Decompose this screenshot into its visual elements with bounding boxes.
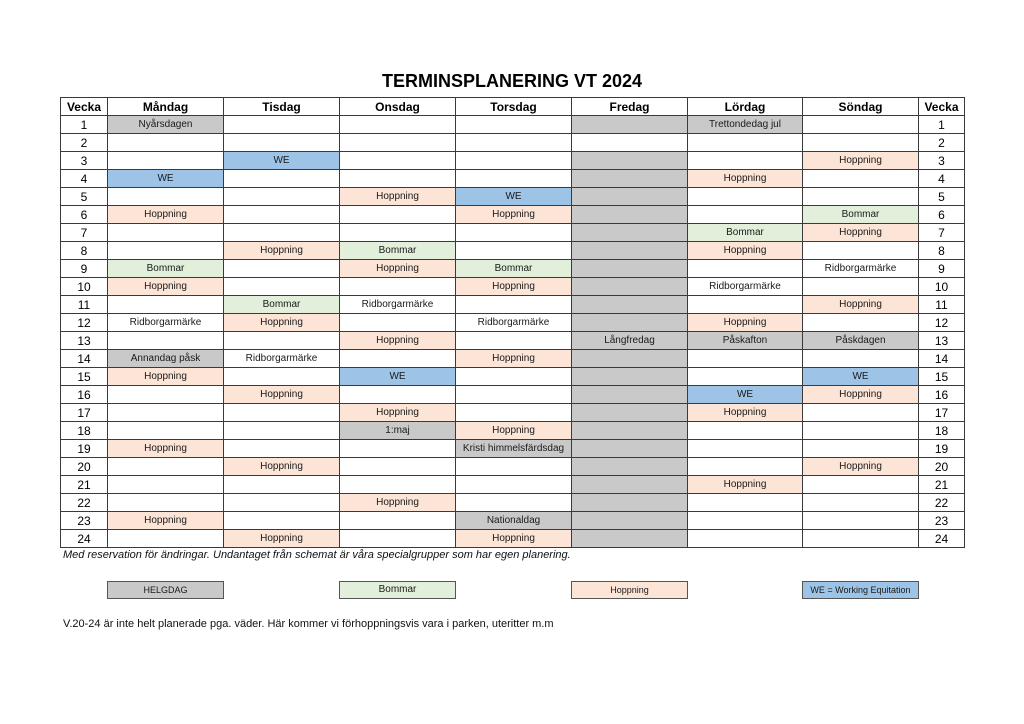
week-row	[61, 440, 965, 458]
week-row	[61, 350, 965, 368]
week-number-right: 4	[919, 170, 965, 188]
week-number-right: 9	[919, 260, 965, 278]
day-cell-fredag	[572, 242, 688, 260]
week-number-right: 11	[919, 296, 965, 314]
day-cell-lordag	[688, 188, 803, 206]
day-cell-lordag	[688, 512, 803, 530]
day-cell-torsdag	[456, 224, 572, 242]
day-cell-sondag	[803, 440, 919, 458]
week-row	[61, 242, 965, 260]
day-cell-sondag	[803, 314, 919, 332]
day-cell-torsdag	[456, 476, 572, 494]
day-cell-torsdag	[456, 386, 572, 404]
day-cell-mandag: Hoppning	[108, 512, 224, 530]
week-row	[61, 278, 965, 296]
week-number-left: 9	[61, 260, 108, 278]
day-cell-torsdag	[456, 296, 572, 314]
week-number-right: 6	[919, 206, 965, 224]
day-cell-torsdag: Nationaldag	[456, 512, 572, 530]
day-cell-tisdag: WE	[224, 152, 340, 170]
day-cell-onsdag: Hoppning	[340, 332, 456, 350]
day-cell-lordag	[688, 440, 803, 458]
week-row	[61, 296, 965, 314]
week-number-right: 3	[919, 152, 965, 170]
day-cell-onsdag	[340, 224, 456, 242]
week-number-right: 2	[919, 134, 965, 152]
day-cell-tisdag	[224, 512, 340, 530]
day-cell-lordag: Ridborgarmärke	[688, 278, 803, 296]
day-cell-fredag	[572, 530, 688, 548]
day-cell-fredag	[572, 512, 688, 530]
day-cell-onsdag: Bommar	[340, 242, 456, 260]
day-cell-sondag	[803, 494, 919, 512]
day-cell-sondag: Bommar	[803, 206, 919, 224]
day-cell-sondag: WE	[803, 368, 919, 386]
day-cell-torsdag: WE	[456, 188, 572, 206]
day-cell-torsdag: Hoppning	[456, 530, 572, 548]
day-cell-fredag	[572, 134, 688, 152]
day-cell-sondag	[803, 134, 919, 152]
day-cell-fredag	[572, 152, 688, 170]
day-cell-sondag	[803, 530, 919, 548]
day-cell-mandag	[108, 134, 224, 152]
day-cell-lordag: Hoppning	[688, 404, 803, 422]
day-cell-fredag	[572, 404, 688, 422]
day-cell-onsdag: WE	[340, 368, 456, 386]
day-cell-mandag: Nyårsdagen	[108, 116, 224, 134]
day-cell-mandag	[108, 458, 224, 476]
day-cell-torsdag	[456, 242, 572, 260]
day-cell-mandag	[108, 296, 224, 314]
day-cell-torsdag	[456, 134, 572, 152]
day-cell-lordag: WE	[688, 386, 803, 404]
schedule-table	[60, 97, 965, 548]
week-row	[61, 134, 965, 152]
day-cell-lordag	[688, 350, 803, 368]
week-number-right: 22	[919, 494, 965, 512]
day-cell-fredag	[572, 440, 688, 458]
week-number-left: 20	[61, 458, 108, 476]
day-cell-lordag	[688, 458, 803, 476]
week-number-left: 2	[61, 134, 108, 152]
day-cell-onsdag	[340, 530, 456, 548]
week-number-left: 5	[61, 188, 108, 206]
day-cell-onsdag	[340, 152, 456, 170]
week-number-right: 14	[919, 350, 965, 368]
day-cell-lordag	[688, 260, 803, 278]
day-cell-mandag	[108, 530, 224, 548]
day-cell-lordag	[688, 152, 803, 170]
day-cell-onsdag	[340, 476, 456, 494]
day-cell-lordag	[688, 530, 803, 548]
week-number-left: 24	[61, 530, 108, 548]
day-cell-fredag	[572, 494, 688, 512]
week-number-left: 13	[61, 332, 108, 350]
day-cell-onsdag	[340, 116, 456, 134]
week-number-left: 18	[61, 422, 108, 440]
day-cell-fredag	[572, 368, 688, 386]
week-row	[61, 386, 965, 404]
column-header-torsdag: Torsdag	[456, 98, 572, 116]
week-row	[61, 260, 965, 278]
column-header-vecka-right: Vecka	[919, 98, 965, 116]
day-cell-tisdag	[224, 404, 340, 422]
day-cell-sondag	[803, 350, 919, 368]
day-cell-fredag	[572, 422, 688, 440]
day-cell-lordag: Hoppning	[688, 242, 803, 260]
week-number-right: 16	[919, 386, 965, 404]
week-number-right: 13	[919, 332, 965, 350]
day-cell-torsdag: Ridborgarmärke	[456, 314, 572, 332]
day-cell-lordag: Hoppning	[688, 476, 803, 494]
column-header-fredag: Fredag	[572, 98, 688, 116]
week-number-left: 16	[61, 386, 108, 404]
day-cell-torsdag	[456, 494, 572, 512]
day-cell-sondag: Hoppning	[803, 152, 919, 170]
day-cell-torsdag: Hoppning	[456, 278, 572, 296]
day-cell-onsdag	[340, 440, 456, 458]
day-cell-mandag	[108, 494, 224, 512]
day-cell-torsdag	[456, 152, 572, 170]
week-number-right: 23	[919, 512, 965, 530]
day-cell-tisdag	[224, 188, 340, 206]
day-cell-tisdag	[224, 260, 340, 278]
day-cell-mandag	[108, 332, 224, 350]
week-number-left: 4	[61, 170, 108, 188]
day-cell-sondag	[803, 116, 919, 134]
day-cell-fredag	[572, 386, 688, 404]
day-cell-sondag	[803, 242, 919, 260]
day-cell-tisdag: Hoppning	[224, 242, 340, 260]
week-row	[61, 512, 965, 530]
day-cell-onsdag: Hoppning	[340, 494, 456, 512]
day-cell-mandag	[108, 152, 224, 170]
week-number-left: 3	[61, 152, 108, 170]
week-row	[61, 530, 965, 548]
day-cell-fredag	[572, 116, 688, 134]
day-cell-tisdag	[224, 278, 340, 296]
week-number-right: 15	[919, 368, 965, 386]
day-cell-mandag	[108, 224, 224, 242]
day-cell-fredag	[572, 476, 688, 494]
day-cell-sondag	[803, 188, 919, 206]
week-row	[61, 206, 965, 224]
day-cell-fredag	[572, 458, 688, 476]
day-cell-sondag: Hoppning	[803, 458, 919, 476]
day-cell-mandag: Annandag påsk	[108, 350, 224, 368]
day-cell-sondag	[803, 404, 919, 422]
header-row	[61, 98, 965, 116]
week-number-left: 21	[61, 476, 108, 494]
day-cell-fredag	[572, 314, 688, 332]
day-cell-fredag: Långfredag	[572, 332, 688, 350]
week-row	[61, 116, 965, 134]
week-number-left: 23	[61, 512, 108, 530]
day-cell-fredag	[572, 350, 688, 368]
day-cell-lordag: Hoppning	[688, 314, 803, 332]
day-cell-torsdag: Hoppning	[456, 422, 572, 440]
day-cell-lordag: Påskafton	[688, 332, 803, 350]
day-cell-tisdag: Hoppning	[224, 386, 340, 404]
week-number-left: 12	[61, 314, 108, 332]
day-cell-sondag	[803, 422, 919, 440]
day-cell-fredag	[572, 188, 688, 206]
week-number-right: 1	[919, 116, 965, 134]
day-cell-onsdag: Hoppning	[340, 404, 456, 422]
day-cell-mandag	[108, 242, 224, 260]
day-cell-mandag	[108, 386, 224, 404]
day-cell-lordag	[688, 422, 803, 440]
day-cell-mandag: WE	[108, 170, 224, 188]
day-cell-tisdag	[224, 170, 340, 188]
week-row	[61, 476, 965, 494]
reservation-note: Med reservation för ändringar. Undantaget från schemat är våra specialgrupper som har egen planering.	[63, 549, 571, 561]
weather-footnote: V.20-24 är inte helt planerade pga. väder. Här kommer vi förhoppningsvis vara i parken, uteritter m.m	[63, 618, 554, 630]
day-cell-sondag	[803, 512, 919, 530]
week-row	[61, 404, 965, 422]
day-cell-torsdag	[456, 332, 572, 350]
day-cell-mandag: Hoppning	[108, 206, 224, 224]
week-number-left: 19	[61, 440, 108, 458]
day-cell-onsdag	[340, 458, 456, 476]
week-number-right: 17	[919, 404, 965, 422]
column-header-vecka-left: Vecka	[61, 98, 108, 116]
legend-we: WE = Working Equitation	[802, 581, 919, 599]
day-cell-lordag	[688, 134, 803, 152]
week-number-right: 19	[919, 440, 965, 458]
column-header-sondag: Söndag	[803, 98, 919, 116]
week-number-right: 12	[919, 314, 965, 332]
day-cell-onsdag	[340, 314, 456, 332]
day-cell-torsdag	[456, 458, 572, 476]
day-cell-tisdag: Ridborgarmärke	[224, 350, 340, 368]
day-cell-lordag: Bommar	[688, 224, 803, 242]
week-row	[61, 332, 965, 350]
day-cell-fredag	[572, 170, 688, 188]
day-cell-tisdag	[224, 368, 340, 386]
day-cell-sondag: Hoppning	[803, 386, 919, 404]
day-cell-torsdag: Hoppning	[456, 206, 572, 224]
week-row	[61, 458, 965, 476]
column-header-tisdag: Tisdag	[224, 98, 340, 116]
day-cell-torsdag: Kristi himmelsfärdsdag	[456, 440, 572, 458]
day-cell-sondag	[803, 476, 919, 494]
day-cell-lordag	[688, 368, 803, 386]
day-cell-lordag	[688, 206, 803, 224]
day-cell-sondag: Påskdagen	[803, 332, 919, 350]
week-number-right: 20	[919, 458, 965, 476]
week-number-right: 24	[919, 530, 965, 548]
day-cell-tisdag	[224, 440, 340, 458]
day-cell-onsdag	[340, 170, 456, 188]
day-cell-fredag	[572, 260, 688, 278]
day-cell-tisdag	[224, 116, 340, 134]
day-cell-onsdag	[340, 386, 456, 404]
day-cell-tisdag: Bommar	[224, 296, 340, 314]
day-cell-sondag: Hoppning	[803, 224, 919, 242]
day-cell-onsdag: 1:maj	[340, 422, 456, 440]
day-cell-tisdag	[224, 134, 340, 152]
day-cell-tisdag	[224, 494, 340, 512]
schedule-body	[61, 116, 965, 548]
day-cell-tisdag	[224, 422, 340, 440]
day-cell-torsdag	[456, 170, 572, 188]
week-row	[61, 152, 965, 170]
week-number-left: 10	[61, 278, 108, 296]
week-row	[61, 188, 965, 206]
day-cell-tisdag: Hoppning	[224, 458, 340, 476]
legend-bommar: Bommar	[339, 581, 456, 599]
week-number-left: 6	[61, 206, 108, 224]
week-number-right: 7	[919, 224, 965, 242]
day-cell-torsdag	[456, 404, 572, 422]
day-cell-tisdag	[224, 332, 340, 350]
day-cell-mandag: Hoppning	[108, 440, 224, 458]
day-cell-torsdag	[456, 368, 572, 386]
day-cell-fredag	[572, 296, 688, 314]
week-row	[61, 170, 965, 188]
legend-hoppning: Hoppning	[571, 581, 688, 599]
day-cell-onsdag	[340, 206, 456, 224]
day-cell-onsdag: Hoppning	[340, 188, 456, 206]
day-cell-torsdag: Bommar	[456, 260, 572, 278]
week-number-left: 11	[61, 296, 108, 314]
day-cell-tisdag: Hoppning	[224, 530, 340, 548]
day-cell-mandag: Hoppning	[108, 278, 224, 296]
week-number-left: 17	[61, 404, 108, 422]
day-cell-onsdag	[340, 350, 456, 368]
day-cell-lordag: Trettondedag jul	[688, 116, 803, 134]
day-cell-mandag	[108, 476, 224, 494]
week-row	[61, 368, 965, 386]
legend-holiday: HELGDAG	[107, 581, 224, 599]
week-row	[61, 224, 965, 242]
day-cell-onsdag: Hoppning	[340, 260, 456, 278]
day-cell-fredag	[572, 224, 688, 242]
day-cell-mandag: Hoppning	[108, 368, 224, 386]
column-header-lordag: Lördag	[688, 98, 803, 116]
week-number-left: 22	[61, 494, 108, 512]
day-cell-sondag	[803, 278, 919, 296]
week-row	[61, 422, 965, 440]
week-row	[61, 314, 965, 332]
week-number-left: 8	[61, 242, 108, 260]
page-title: TERMINSPLANERING VT 2024	[381, 71, 643, 91]
week-number-left: 15	[61, 368, 108, 386]
day-cell-fredag	[572, 278, 688, 296]
day-cell-mandag	[108, 422, 224, 440]
day-cell-mandag: Bommar	[108, 260, 224, 278]
week-number-right: 5	[919, 188, 965, 206]
column-header-mandag: Måndag	[108, 98, 224, 116]
day-cell-tisdag	[224, 476, 340, 494]
day-cell-tisdag	[224, 206, 340, 224]
week-number-left: 7	[61, 224, 108, 242]
day-cell-onsdag	[340, 134, 456, 152]
day-cell-sondag: Hoppning	[803, 296, 919, 314]
day-cell-lordag: Hoppning	[688, 170, 803, 188]
day-cell-sondag: Ridborgarmärke	[803, 260, 919, 278]
day-cell-tisdag	[224, 224, 340, 242]
day-cell-lordag	[688, 296, 803, 314]
day-cell-sondag	[803, 170, 919, 188]
day-cell-fredag	[572, 206, 688, 224]
week-row	[61, 494, 965, 512]
week-number-right: 8	[919, 242, 965, 260]
column-header-onsdag: Onsdag	[340, 98, 456, 116]
day-cell-onsdag	[340, 512, 456, 530]
day-cell-mandag	[108, 188, 224, 206]
week-number-right: 21	[919, 476, 965, 494]
day-cell-onsdag: Ridborgarmärke	[340, 296, 456, 314]
day-cell-torsdag	[456, 116, 572, 134]
week-number-right: 18	[919, 422, 965, 440]
day-cell-mandag	[108, 404, 224, 422]
week-number-left: 1	[61, 116, 108, 134]
day-cell-onsdag	[340, 278, 456, 296]
week-number-right: 10	[919, 278, 965, 296]
week-number-left: 14	[61, 350, 108, 368]
day-cell-lordag	[688, 494, 803, 512]
day-cell-torsdag: Hoppning	[456, 350, 572, 368]
day-cell-mandag: Ridborgarmärke	[108, 314, 224, 332]
day-cell-tisdag: Hoppning	[224, 314, 340, 332]
